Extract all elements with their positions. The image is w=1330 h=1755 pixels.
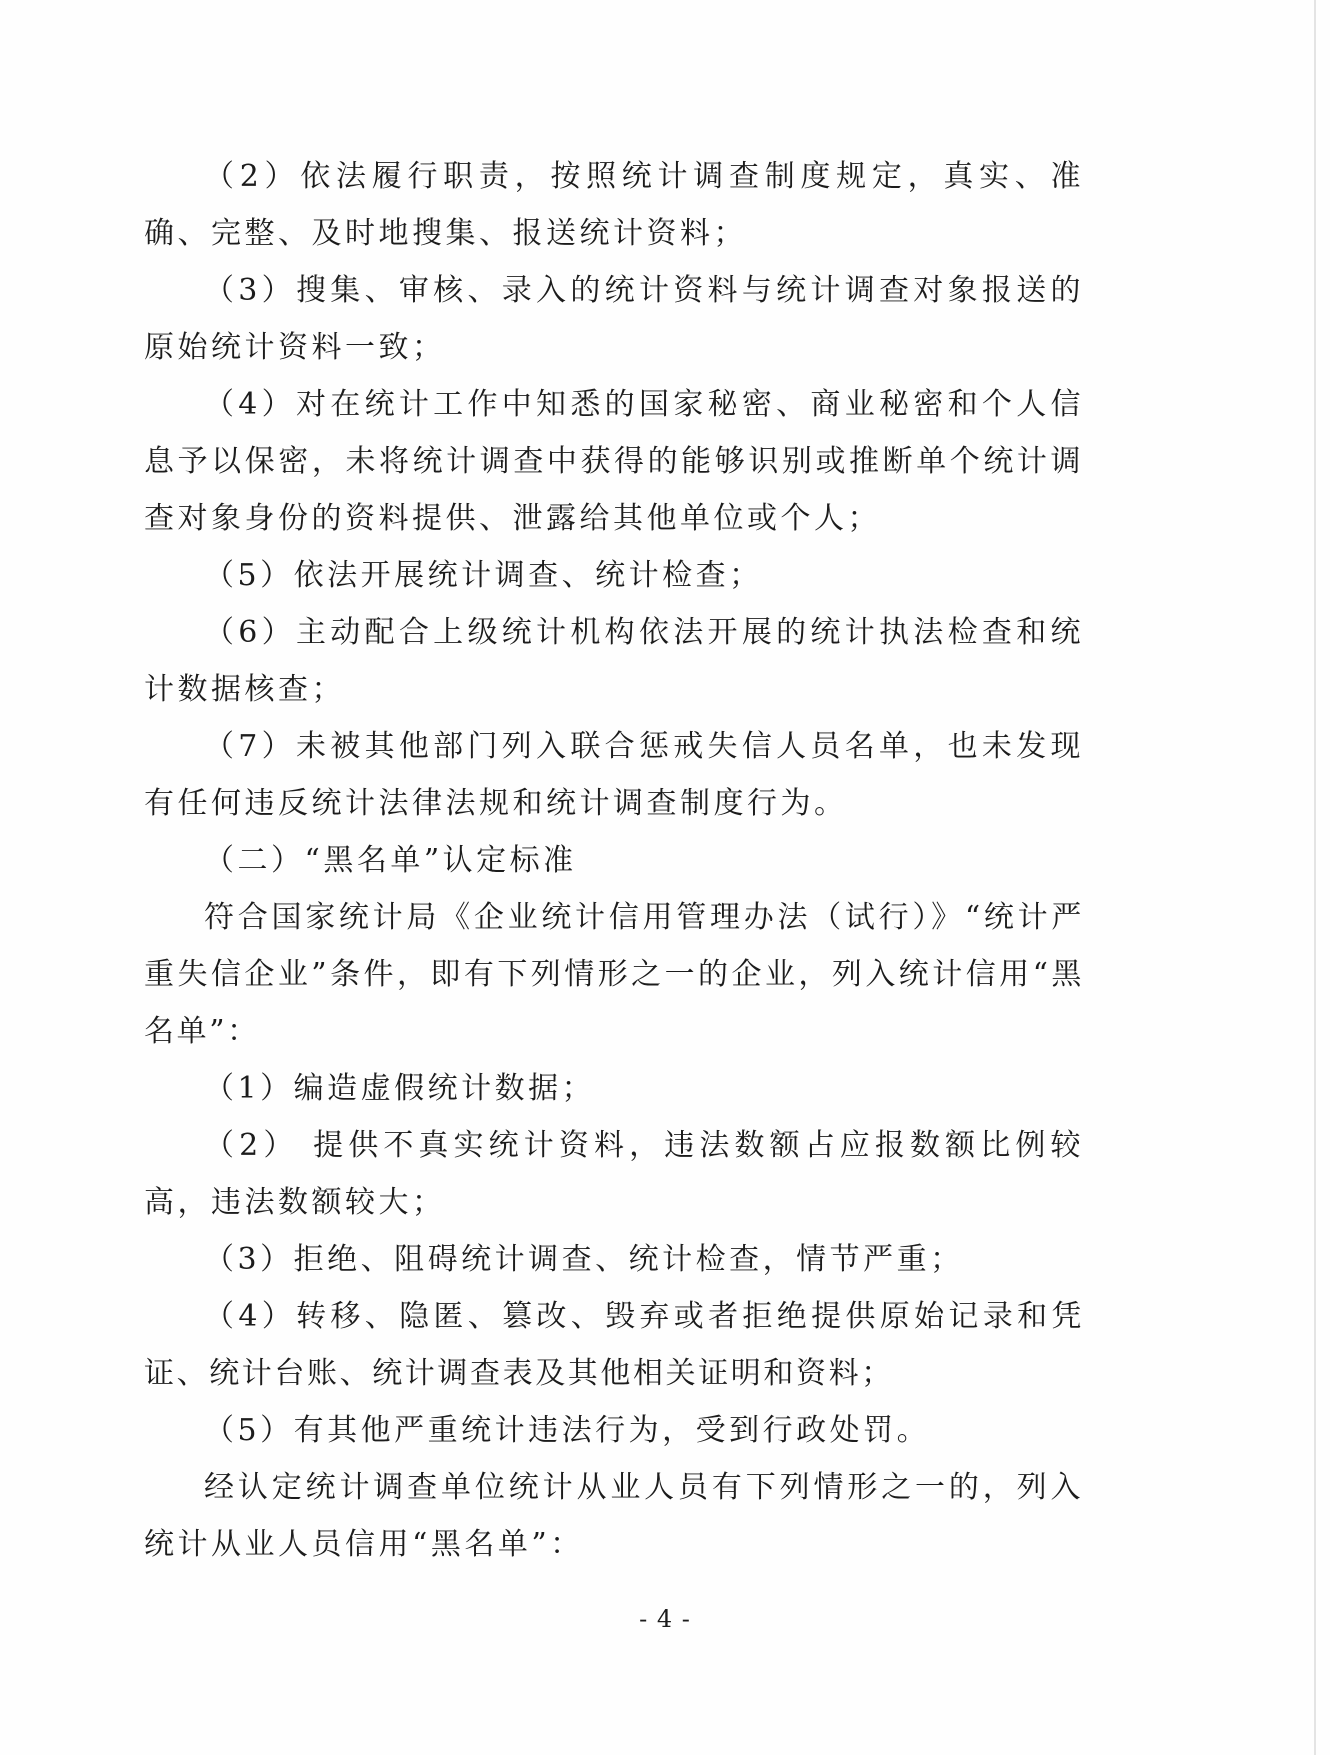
paragraph-blacklist-4: （4）转移、隐匿、篡改、毁弃或者拒绝提供原始记录和凭证、统计台账、统计调查表及其他相关证明和资料； (144, 1299, 1084, 1391)
paragraph-item-5-lawful-survey: （5）依法开展统计调查、统计检查； (204, 558, 763, 593)
paragraph-blacklist-2: （2） 提供不真实统计资料，违法数额占应报数额比例较高，违法数额较大； (144, 1128, 1084, 1220)
paragraph-blacklist-5: （5）有其他严重统计违法行为，受到行政处罚。 (204, 1413, 931, 1448)
paragraph-item-4-confidentiality: （4）对在统计工作中知悉的国家秘密、商业秘密和个人信息予以保密，未将统计调查中获得的能够识别或推断单个统计调查对象身份的资料提供、泄露给其他单位或个人； (144, 387, 1084, 536)
paragraph-blacklist-1: （1）编造虚假统计数据； (204, 1071, 596, 1106)
page-edge-shadow (1314, 0, 1316, 1755)
paragraph-item-2-duties: （2）依法履行职责，按照统计调查制度规定，真实、准确、完整、及时地搜集、报送统计资料； (144, 159, 1084, 251)
paragraph-staff-blacklist-intro: 经认定统计调查单位统计从业人员有下列情形之一的，列入统计从业人员信用“黑名单”： (144, 1470, 1084, 1562)
paragraph-item-7-no-violation: （7）未被其他部门列入联合惩戒失信人员名单，也未发现有任何违反统计法律法规和统计调查制度行为。 (144, 729, 1084, 821)
paragraph-blacklist-intro: 符合国家统计局《企业统计信用管理办法（试行）》“统计严重失信企业”条件，即有下列情形之一的企业，列入统计信用“黑名单”： (144, 900, 1084, 1049)
section-heading-blacklist: （二）“黑名单”认定标准 (204, 843, 577, 878)
paragraph-item-6-cooperation: （6）主动配合上级统计机构依法开展的统计执法检查和统计数据核查； (144, 615, 1084, 707)
page-number: - 4 - (639, 1605, 691, 1633)
paragraph-blacklist-3: （3）拒绝、阻碍统计调查、统计检查，情节严重； (204, 1242, 964, 1277)
paragraph-item-3-consistency: （3）搜集、审核、录入的统计资料与统计调查对象报送的原始统计资料一致； (144, 273, 1084, 365)
document-body (144, 148, 1084, 1573)
